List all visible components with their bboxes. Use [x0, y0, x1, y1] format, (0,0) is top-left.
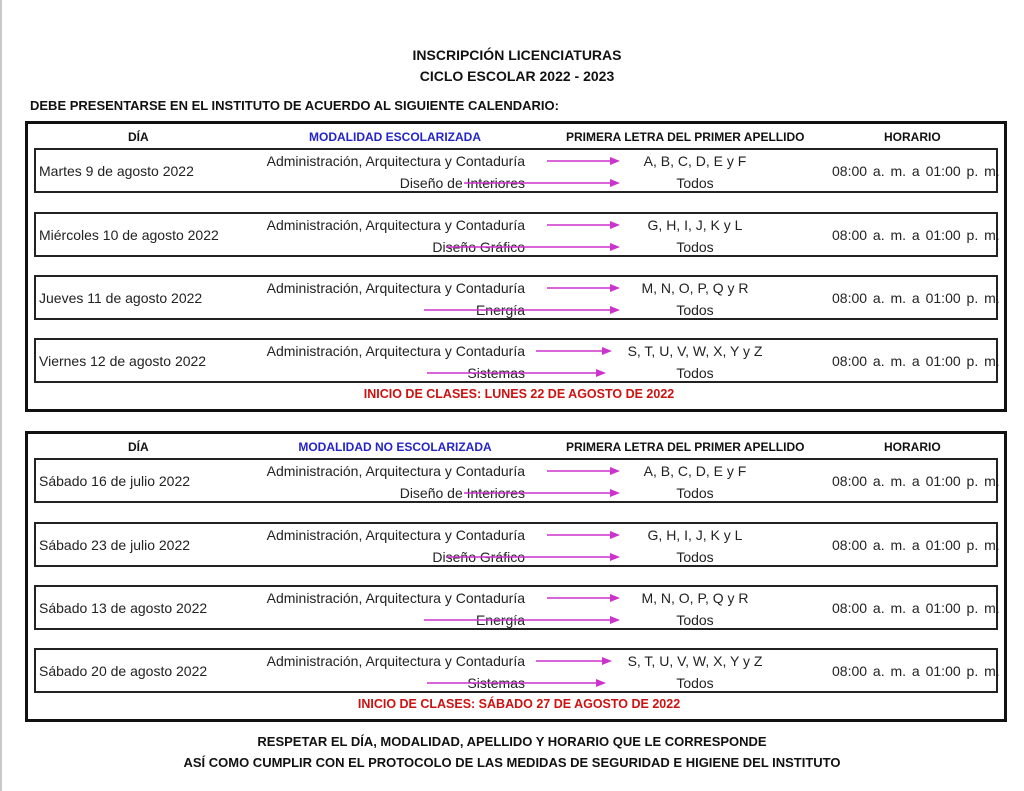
- row-schedule-time: 08:00 a. m. a 01:00 p. m.: [832, 537, 1000, 553]
- row-date: Sábado 16 de julio 2022: [39, 473, 191, 489]
- row-letters-secondary: Todos: [676, 175, 714, 191]
- row-program-primary: Administración, Arquitectura y Contaduría: [266, 217, 525, 233]
- row-letters-primary: A, B, C, D, E y F: [643, 463, 747, 479]
- row-schedule-time: 08:00 a. m. a 01:00 p. m.: [832, 663, 1000, 679]
- arrow-right-icon: [424, 305, 620, 315]
- arrow-right-icon: [547, 156, 620, 166]
- arrow-right-icon: [427, 368, 606, 378]
- schedule-row: [34, 148, 998, 193]
- row-program-primary: Administración, Arquitectura y Contaduría: [266, 527, 525, 543]
- header-schedule: HORARIO: [884, 440, 941, 454]
- row-letters-primary: S, T, U, V, W, X, Y y Z: [627, 653, 763, 669]
- row-date: Jueves 11 de agosto 2022: [39, 290, 203, 306]
- row-program-secondary: Diseño de Interiores: [399, 485, 525, 501]
- row-program-secondary: Energía: [475, 302, 525, 318]
- header-letter: PRIMERA LETRA DEL PRIMER APELLIDO: [566, 440, 805, 454]
- arrow-right-icon: [464, 178, 620, 188]
- row-letters-primary: G, H, I, J, K y L: [647, 217, 743, 233]
- row-schedule-time: 08:00 a. m. a 01:00 p. m.: [832, 227, 1000, 243]
- classes-start-notice: INICIO DE CLASES: LUNES 22 DE AGOSTO DE 2022: [363, 387, 675, 401]
- footer-protocol: ASÍ COMO CUMPLIR CON EL PROTOCOLO DE LAS MEDIDAS DE SEGURIDAD E HIGIENE DEL INSTITUTO: [183, 755, 841, 770]
- header-day: DÍA: [128, 130, 149, 144]
- arrow-right-icon: [547, 283, 620, 293]
- document-subtitle: CICLO ESCOLAR 2022 - 2023: [419, 68, 615, 84]
- schedule-row: [34, 458, 998, 503]
- schedule-row: [34, 522, 998, 567]
- schedule-row: [34, 648, 998, 693]
- schedule-row: [34, 585, 998, 630]
- arrow-right-icon: [424, 615, 620, 625]
- arrow-right-icon: [427, 678, 606, 688]
- row-program-secondary: Energía: [475, 612, 525, 628]
- arrow-right-icon: [547, 466, 620, 476]
- row-date: Miércoles 10 de agosto 2022: [39, 227, 219, 243]
- row-program-primary: Administración, Arquitectura y Contaduría: [266, 653, 525, 669]
- row-letters-primary: M, N, O, P, Q y R: [641, 280, 749, 296]
- header-schedule: HORARIO: [884, 130, 941, 144]
- header-modality: MODALIDAD NO ESCOLARIZADA: [298, 440, 492, 454]
- row-program-primary: Administración, Arquitectura y Contaduría: [266, 463, 525, 479]
- row-date: Sábado 23 de julio 2022: [39, 537, 191, 553]
- row-date: Viernes 12 de agosto 2022: [39, 353, 207, 369]
- header-day: DÍA: [128, 440, 149, 454]
- calendar-intro: DEBE PRESENTARSE EN EL INSTITUTO DE ACUERDO AL SIGUIENTE CALENDARIO:: [30, 98, 559, 113]
- classes-start-notice: INICIO DE CLASES: SÁBADO 27 DE AGOSTO DE 2022: [357, 697, 681, 711]
- row-program-primary: Administración, Arquitectura y Contaduría: [266, 590, 525, 606]
- row-program-primary: Administración, Arquitectura y Contaduría: [266, 153, 525, 169]
- schedule-row: [34, 338, 998, 383]
- row-letters-secondary: Todos: [676, 612, 714, 628]
- row-letters-secondary: Todos: [676, 239, 714, 255]
- row-program-secondary: Sistemas: [467, 675, 525, 691]
- row-program-primary: Administración, Arquitectura y Contaduría: [266, 343, 525, 359]
- row-program-secondary: Diseño de Interiores: [399, 175, 525, 191]
- row-program-secondary: Diseño Gráfico: [432, 549, 525, 565]
- arrow-right-icon: [547, 593, 620, 603]
- row-letters-primary: A, B, C, D, E y F: [643, 153, 747, 169]
- section-escolarizada: [25, 121, 1007, 412]
- row-date: Sábado 13 de agosto 2022: [39, 600, 208, 616]
- arrow-right-icon: [547, 220, 620, 230]
- row-date: Martes 9 de agosto 2022: [39, 163, 194, 179]
- document-title: INSCRIPCIÓN LICENCIATURAS: [412, 47, 622, 63]
- page-edge-line: [0, 0, 2, 791]
- row-program-secondary: Sistemas: [467, 365, 525, 381]
- row-letters-secondary: Todos: [676, 485, 714, 501]
- row-schedule-time: 08:00 a. m. a 01:00 p. m.: [832, 353, 1000, 369]
- row-letters-secondary: Todos: [676, 365, 714, 381]
- header-modality: MODALIDAD ESCOLARIZADA: [309, 130, 481, 144]
- row-letters-primary: G, H, I, J, K y L: [647, 527, 743, 543]
- row-letters-secondary: Todos: [676, 549, 714, 565]
- arrow-right-icon: [446, 552, 620, 562]
- schedule-row: [34, 212, 998, 257]
- arrow-right-icon: [464, 488, 620, 498]
- row-letters-secondary: Todos: [676, 302, 714, 318]
- row-date: Sábado 20 de agosto 2022: [39, 663, 208, 679]
- arrow-right-icon: [536, 346, 612, 356]
- section-no-escolarizada: [25, 431, 1007, 722]
- row-schedule-time: 08:00 a. m. a 01:00 p. m.: [832, 600, 1000, 616]
- arrow-right-icon: [536, 656, 612, 666]
- row-program-secondary: Diseño Gráfico: [432, 239, 525, 255]
- footer-instruction: RESPETAR EL DÍA, MODALIDAD, APELLIDO Y HORARIO QUE LE CORRESPONDE: [257, 734, 767, 749]
- arrow-right-icon: [446, 242, 620, 252]
- schedule-row: [34, 275, 998, 320]
- row-schedule-time: 08:00 a. m. a 01:00 p. m.: [832, 473, 1000, 489]
- row-letters-primary: M, N, O, P, Q y R: [641, 590, 749, 606]
- row-schedule-time: 08:00 a. m. a 01:00 p. m.: [832, 290, 1000, 306]
- row-letters-primary: S, T, U, V, W, X, Y y Z: [627, 343, 763, 359]
- row-letters-secondary: Todos: [676, 675, 714, 691]
- arrow-right-icon: [547, 530, 620, 540]
- header-letter: PRIMERA LETRA DEL PRIMER APELLIDO: [566, 130, 805, 144]
- row-program-primary: Administración, Arquitectura y Contaduría: [266, 280, 525, 296]
- row-schedule-time: 08:00 a. m. a 01:00 p. m.: [832, 163, 1000, 179]
